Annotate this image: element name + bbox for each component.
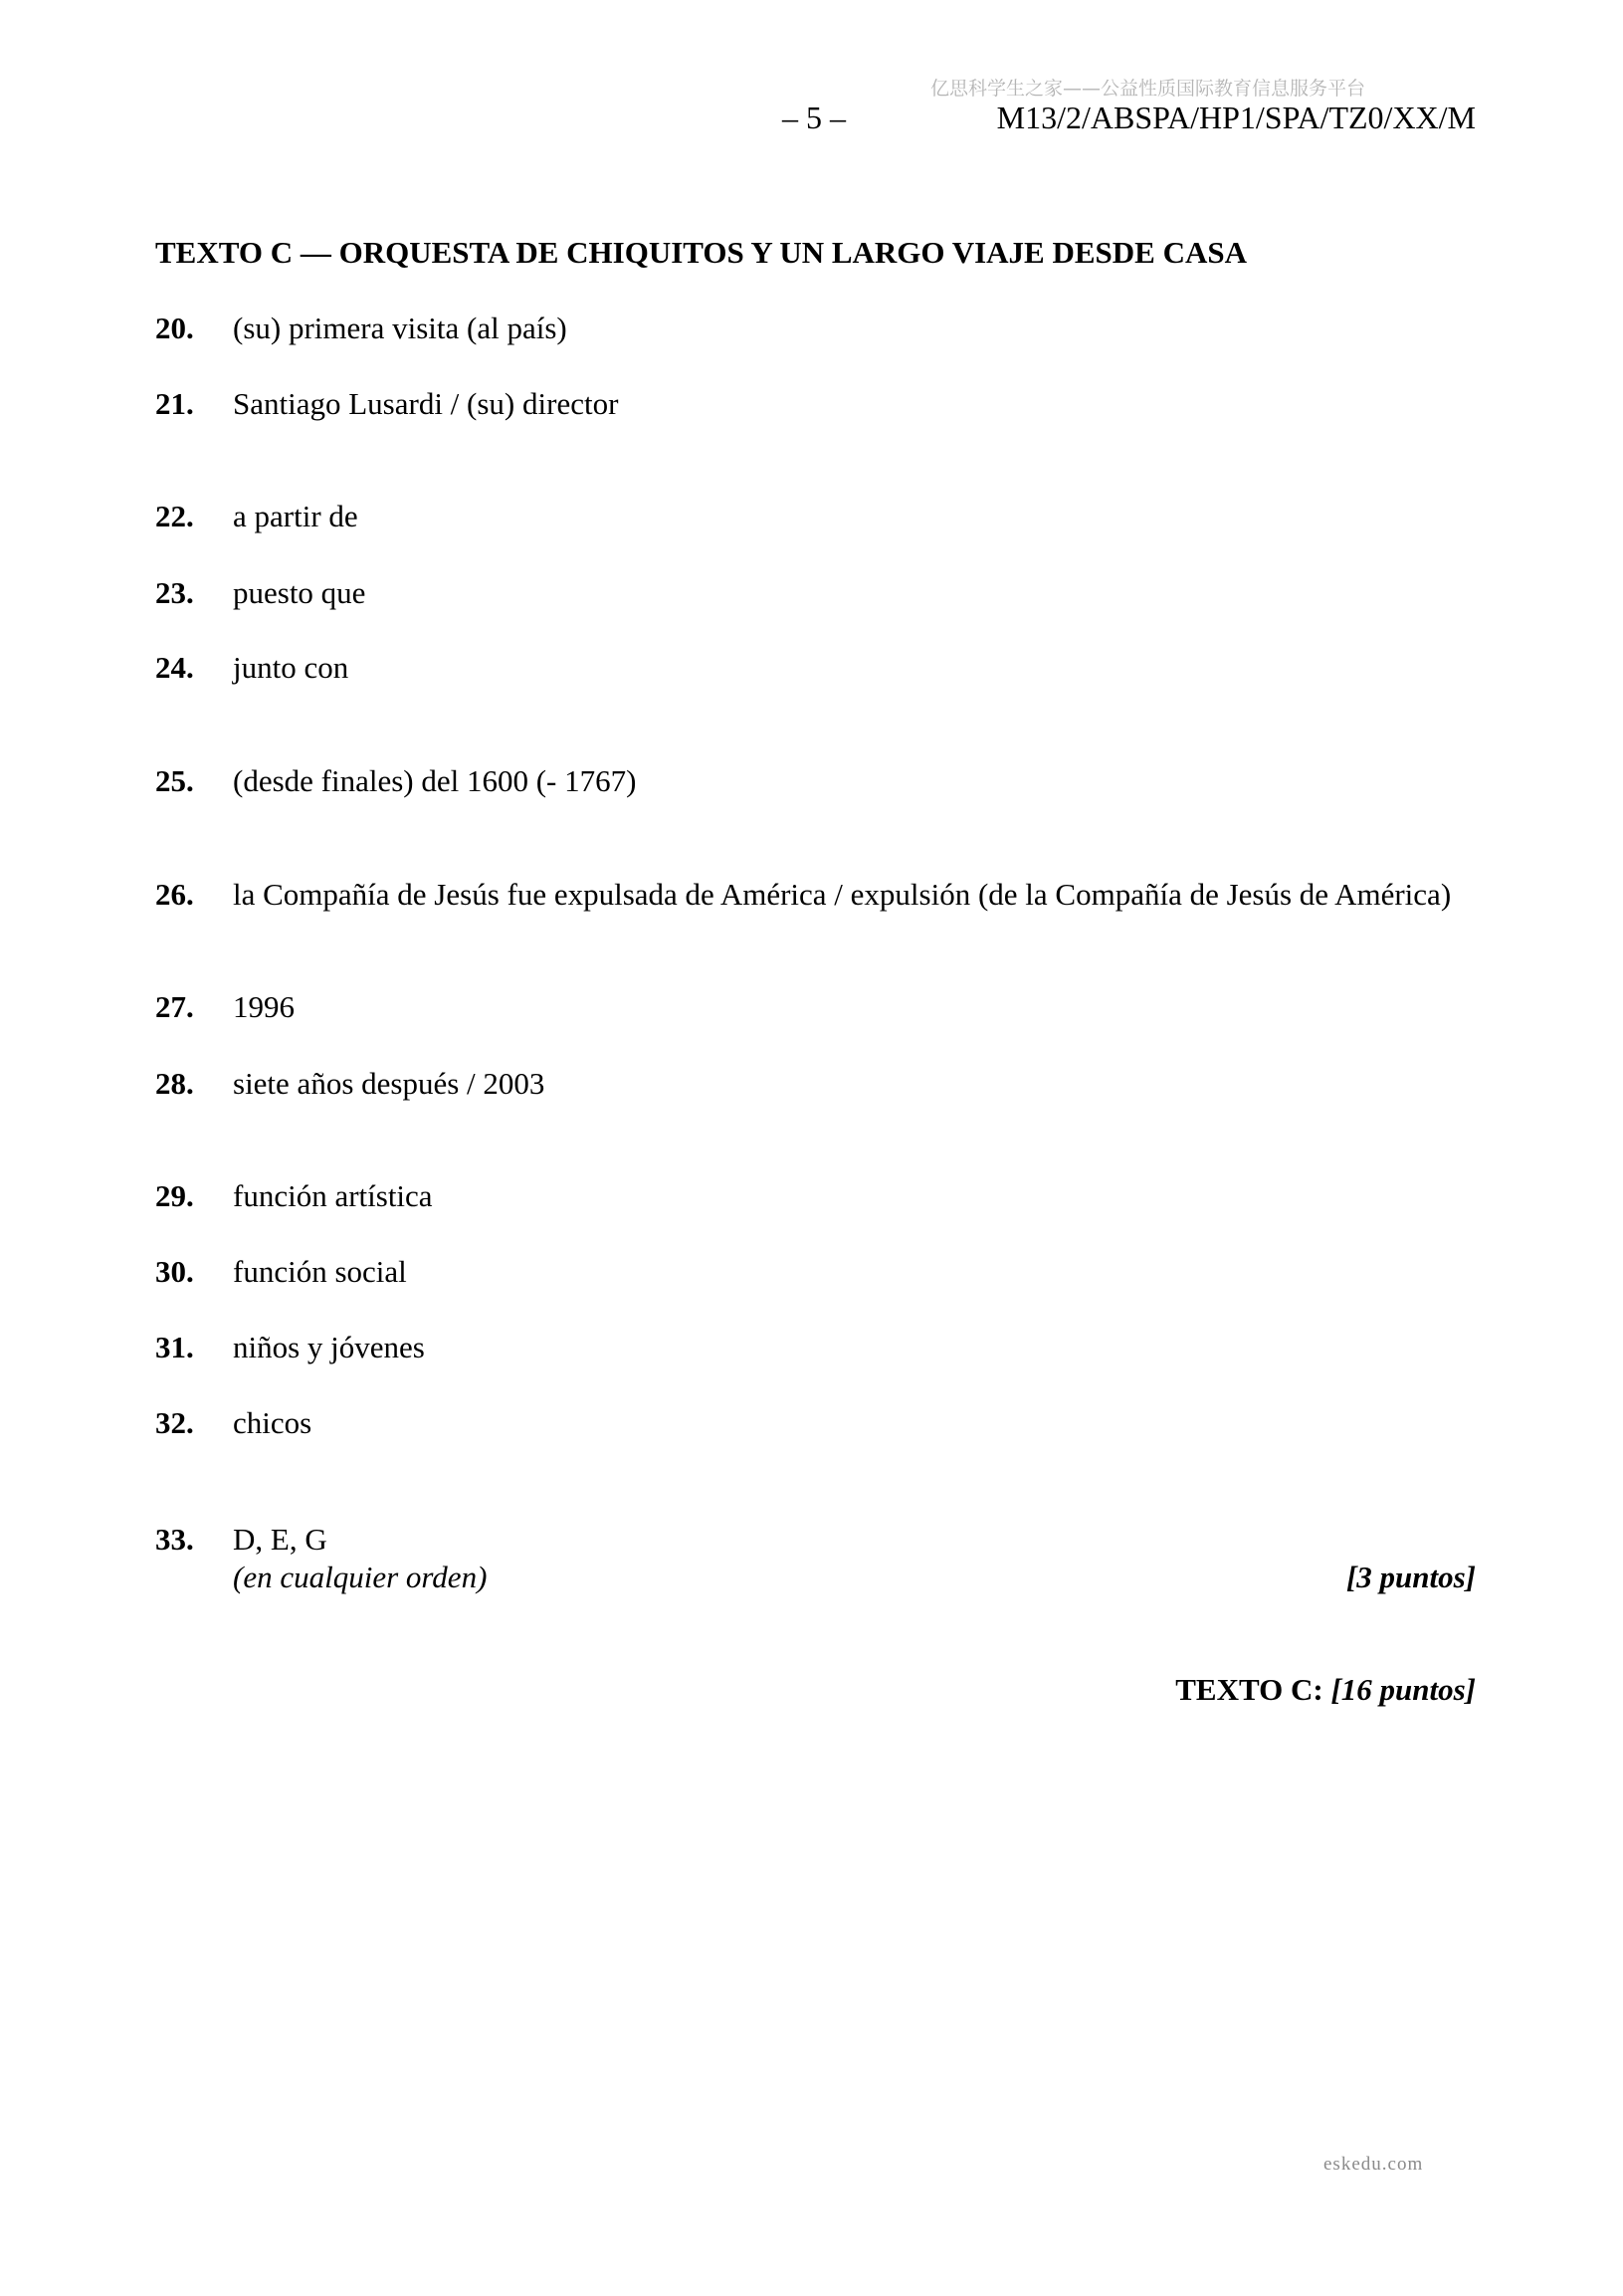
answer-number: 25. xyxy=(155,763,194,798)
watermark-text: 亿思科学生之家——公益性质国际教育信息服务平台 xyxy=(930,78,1366,100)
answer-item-23 xyxy=(155,574,1479,612)
answer-item-30 xyxy=(155,1253,1479,1291)
answer-item-26 xyxy=(155,876,1479,914)
answer-number: 26. xyxy=(155,877,194,912)
answer-item-27 xyxy=(155,988,1479,1026)
section-title: TEXTO C — ORQUESTA DE CHIQUITOS Y UN LARGO VIAJE DESDE CASA xyxy=(155,235,1248,270)
answer-text: función artística xyxy=(233,1178,433,1213)
answer-number: 30. xyxy=(155,1254,194,1289)
answer-number: 27. xyxy=(155,989,194,1024)
answer-text: 1996 xyxy=(233,989,295,1024)
answer-text: puesto que xyxy=(233,575,366,610)
answer-number: 28. xyxy=(155,1066,194,1101)
answer-number: 23. xyxy=(155,575,194,610)
answer-item-21 xyxy=(155,385,1479,423)
answer-item-25 xyxy=(155,762,1479,800)
page-number: – 5 – xyxy=(782,100,846,135)
answer-number: 20. xyxy=(155,311,194,345)
answer-number: 29. xyxy=(155,1178,194,1213)
answer-text: siete años después / 2003 xyxy=(233,1066,545,1101)
answer-item-22 xyxy=(155,498,1479,535)
document-code: M13/2/ABSPA/HP1/SPA/TZ0/XX/M xyxy=(996,100,1476,135)
answer-text: función social xyxy=(233,1254,407,1289)
answer-text: a partir de xyxy=(233,499,358,533)
answer-item-29 xyxy=(155,1177,1479,1215)
answer-item-31 xyxy=(155,1329,1479,1366)
answer-item-24 xyxy=(155,649,1479,687)
answer-text: (desde finales) del 1600 (- 1767) xyxy=(233,763,637,798)
answer-item-32 xyxy=(155,1404,1479,1442)
answer-text: chicos xyxy=(233,1405,312,1440)
total-label: TEXTO C: xyxy=(1175,1672,1331,1707)
source-watermark: eskedu.com xyxy=(1323,2154,1424,2175)
answer-note: (en cualquier orden) xyxy=(233,1560,488,1594)
answer-text: (su) primera visita (al país) xyxy=(233,311,567,345)
answer-text: junto con xyxy=(233,650,349,685)
section-total xyxy=(1175,1672,1476,1708)
points-value: [3 puntos] xyxy=(1345,1560,1476,1594)
answer-text: D, E, G xyxy=(233,1522,327,1557)
answer-number: 33. xyxy=(155,1522,194,1557)
answer-number: 22. xyxy=(155,499,194,533)
answer-item-20 xyxy=(155,310,1479,347)
answer-number: 24. xyxy=(155,650,194,685)
answer-number: 21. xyxy=(155,386,194,421)
answer-number: 31. xyxy=(155,1330,194,1364)
answer-item-33 xyxy=(155,1521,1479,1596)
answer-text: niños y jóvenes xyxy=(233,1330,425,1364)
total-value: [16 puntos] xyxy=(1330,1672,1476,1707)
answer-number: 32. xyxy=(155,1405,194,1440)
answer-text: Santiago Lusardi / (su) director xyxy=(233,386,619,421)
answer-item-28 xyxy=(155,1065,1479,1103)
answer-text: la Compañía de Jesús fue expulsada de América / expulsión (de la Compañía de Jesús de América) xyxy=(233,877,1452,912)
